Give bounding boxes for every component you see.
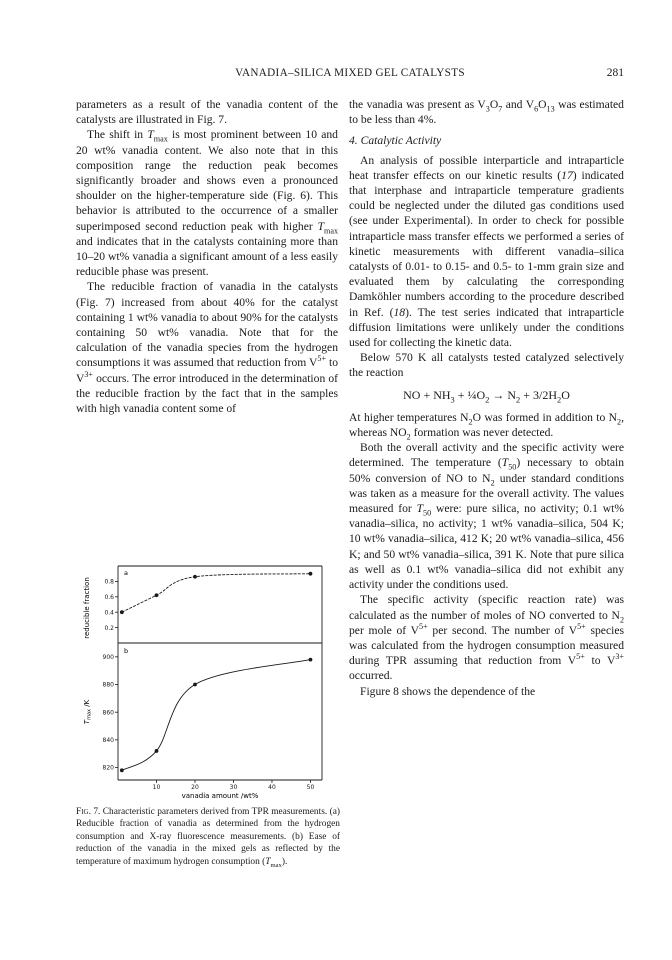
left-column <box>76 97 338 416</box>
data-point <box>120 768 124 772</box>
x-tick-label: 40 <box>268 784 276 791</box>
y-tick-label: 840 <box>102 737 114 745</box>
data-point <box>193 683 197 687</box>
data-point <box>193 575 197 579</box>
panel-b-label: b <box>124 647 129 655</box>
y-tick-label: 860 <box>102 709 114 717</box>
section-heading: 4. Catalytic Activity <box>349 134 442 148</box>
paragraph: The reducible fraction of vanadia in the catalysts (Fig. 7) increased from about 40% for the catalyst containing 1 wt% vanadia to about 90% for the catalysts containing 50 wt% vanadia. Note that for the calculation of the vanadia species from the hydrogen consumptions it was assumed that reduction from $V^{5+}$ to $V^{3+}$ occurs. The error introduced in the determination of the reducible fraction by the fact that in the samples with high vanadia content some of <box>76 280 339 416</box>
page-number: 281 <box>606 67 624 79</box>
data-point <box>155 593 159 597</box>
x-tick-label: 10 <box>152 784 161 791</box>
paragraph: The specific activity (specific reaction rate) was calculated as the number of moles of NO converted to $N_2$ per mole of $V^{5+}$ per second. The number of $V^{5+}$ species was calculated from the hydrogen consumption measured during TPR assuming that reduction from $V^{5+}$ to $V^{3+}$ occurred. <box>349 593 624 683</box>
paragraph: At higher temperatures $N_2O$ was formed in addition to $N_2$, whereas $NO_2$ formation was never detected. <box>349 410 624 442</box>
data-point <box>120 610 124 614</box>
series-line-a <box>122 574 311 613</box>
data-point <box>309 572 313 576</box>
paragraph: the vanadia was present as $V_3O_7$ and $V_6O_{13}$ was estimated to be less than 4%. <box>349 98 624 127</box>
x-tick-label: 50 <box>306 784 315 791</box>
paragraph: The shift in $T_{max}$ is most prominent between 10 and 20 wt% vanadia content. We also note that in this composition range the reduction peak becomes significantly broader and shows even a pronounced shoulder on the higher-temperature side (Fig. 6). This behavior is attributed to the occurrence of a smaller superimposed second reduction peak with higher $T_{max}$ and indicates that in the catalysts containing more than 10–20 wt% vanadia a significant amount of a less easily reducible phase was present. <box>76 128 338 279</box>
data-point <box>155 749 159 753</box>
x-tick-label: 30 <box>229 784 238 791</box>
paragraph: Below 570 K all catalysts tested catalyzed selectively the reaction <box>349 351 624 380</box>
running-title: VANADIA–SILICA MIXED GEL CATALYSTS <box>235 67 465 79</box>
y-tick-label: 900 <box>102 654 114 662</box>
x-axis-label: vanadia amount /wt% <box>181 792 259 800</box>
data-point <box>309 658 313 662</box>
y-tick-label: 0.2 <box>104 624 114 632</box>
figure-7-chart <box>78 558 340 800</box>
y-tick-label: 0.6 <box>104 594 114 601</box>
y-axis-label-a: reducible fraction <box>83 577 91 639</box>
y-tick-label: 880 <box>102 681 114 689</box>
figure-7-caption: Fig. 7. Characteristic parameters derived from TPR measurements. (a) Reducible fraction of vanadia as determined from the hydrogen consumption and X-ray fluorescence measurements. (b) Ease of reduction of the vanadia in the mixed gels as reflected by the temperature of maximum hydrogen consumption $(T_{max})$. <box>76 807 340 869</box>
series-line-b <box>122 660 311 771</box>
panel-a-label: a <box>124 569 128 577</box>
y-tick-label: 0.8 <box>104 578 114 586</box>
paragraph: Figure 8 shows the dependence of the <box>360 684 536 698</box>
paragraph: An analysis of possible interparticle and intraparticle heat transfer effects on our kinetic results (17) indicated that interphase and intraparticle temperature gradients could be neglected under the diluted gas conditions used (see under Experimental). In order to check for possible intraparticle mass transfer effects we performed a series of kinetic measurements with different vanadia–silica catalysts of 0.01- to 0.15- and 0.5- to 1-mm grain size and evaluated them by calculating the corresponding Damköhler numbers according to the procedure described in Ref. (18). The test series indicated that intraparticle diffusion limitations were unlikely under the conditions used for collecting the kinetic data. <box>349 153 624 350</box>
y-axis-label-b: $T_{max}$ /K <box>83 699 93 725</box>
right-column <box>349 97 624 699</box>
y-tick-label: 0.4 <box>104 609 114 617</box>
reaction-equation: NO + $NH_3$ + $\frac{1}{4}O_2 \to N_2 + 3/2H_2O$ <box>403 387 570 405</box>
paragraph: parameters as a result of the vanadia content of the catalysts are illustrated in Fig. 7. <box>76 98 338 127</box>
figure-7 <box>78 558 340 800</box>
paragraph: Both the overall activity and the specific activity were determined. The temperature $(T_{50})$ necessary to obtain 50% conversion of NO to $N_2$ under standard conditions was taken as a measure for the overall activity. The values measured for $T_{50}$ were: pure silica, no activity; 0.1 wt% vanadia–silica, no activity; 1 wt% vanadia–silica, 504 K; 10 wt% vanadia–silica, 412 K; 20 wt% vanadia–silica, 456 K; and 50 wt% vanadia–silica, 391 K. Note that pure silica as well as 0.1 wt% vanadia–silica did not exhibit any activity under the conditions used. <box>349 441 624 592</box>
x-tick-label: 20 <box>191 784 199 791</box>
y-tick-label: 820 <box>102 764 114 772</box>
running-header <box>76 67 624 85</box>
